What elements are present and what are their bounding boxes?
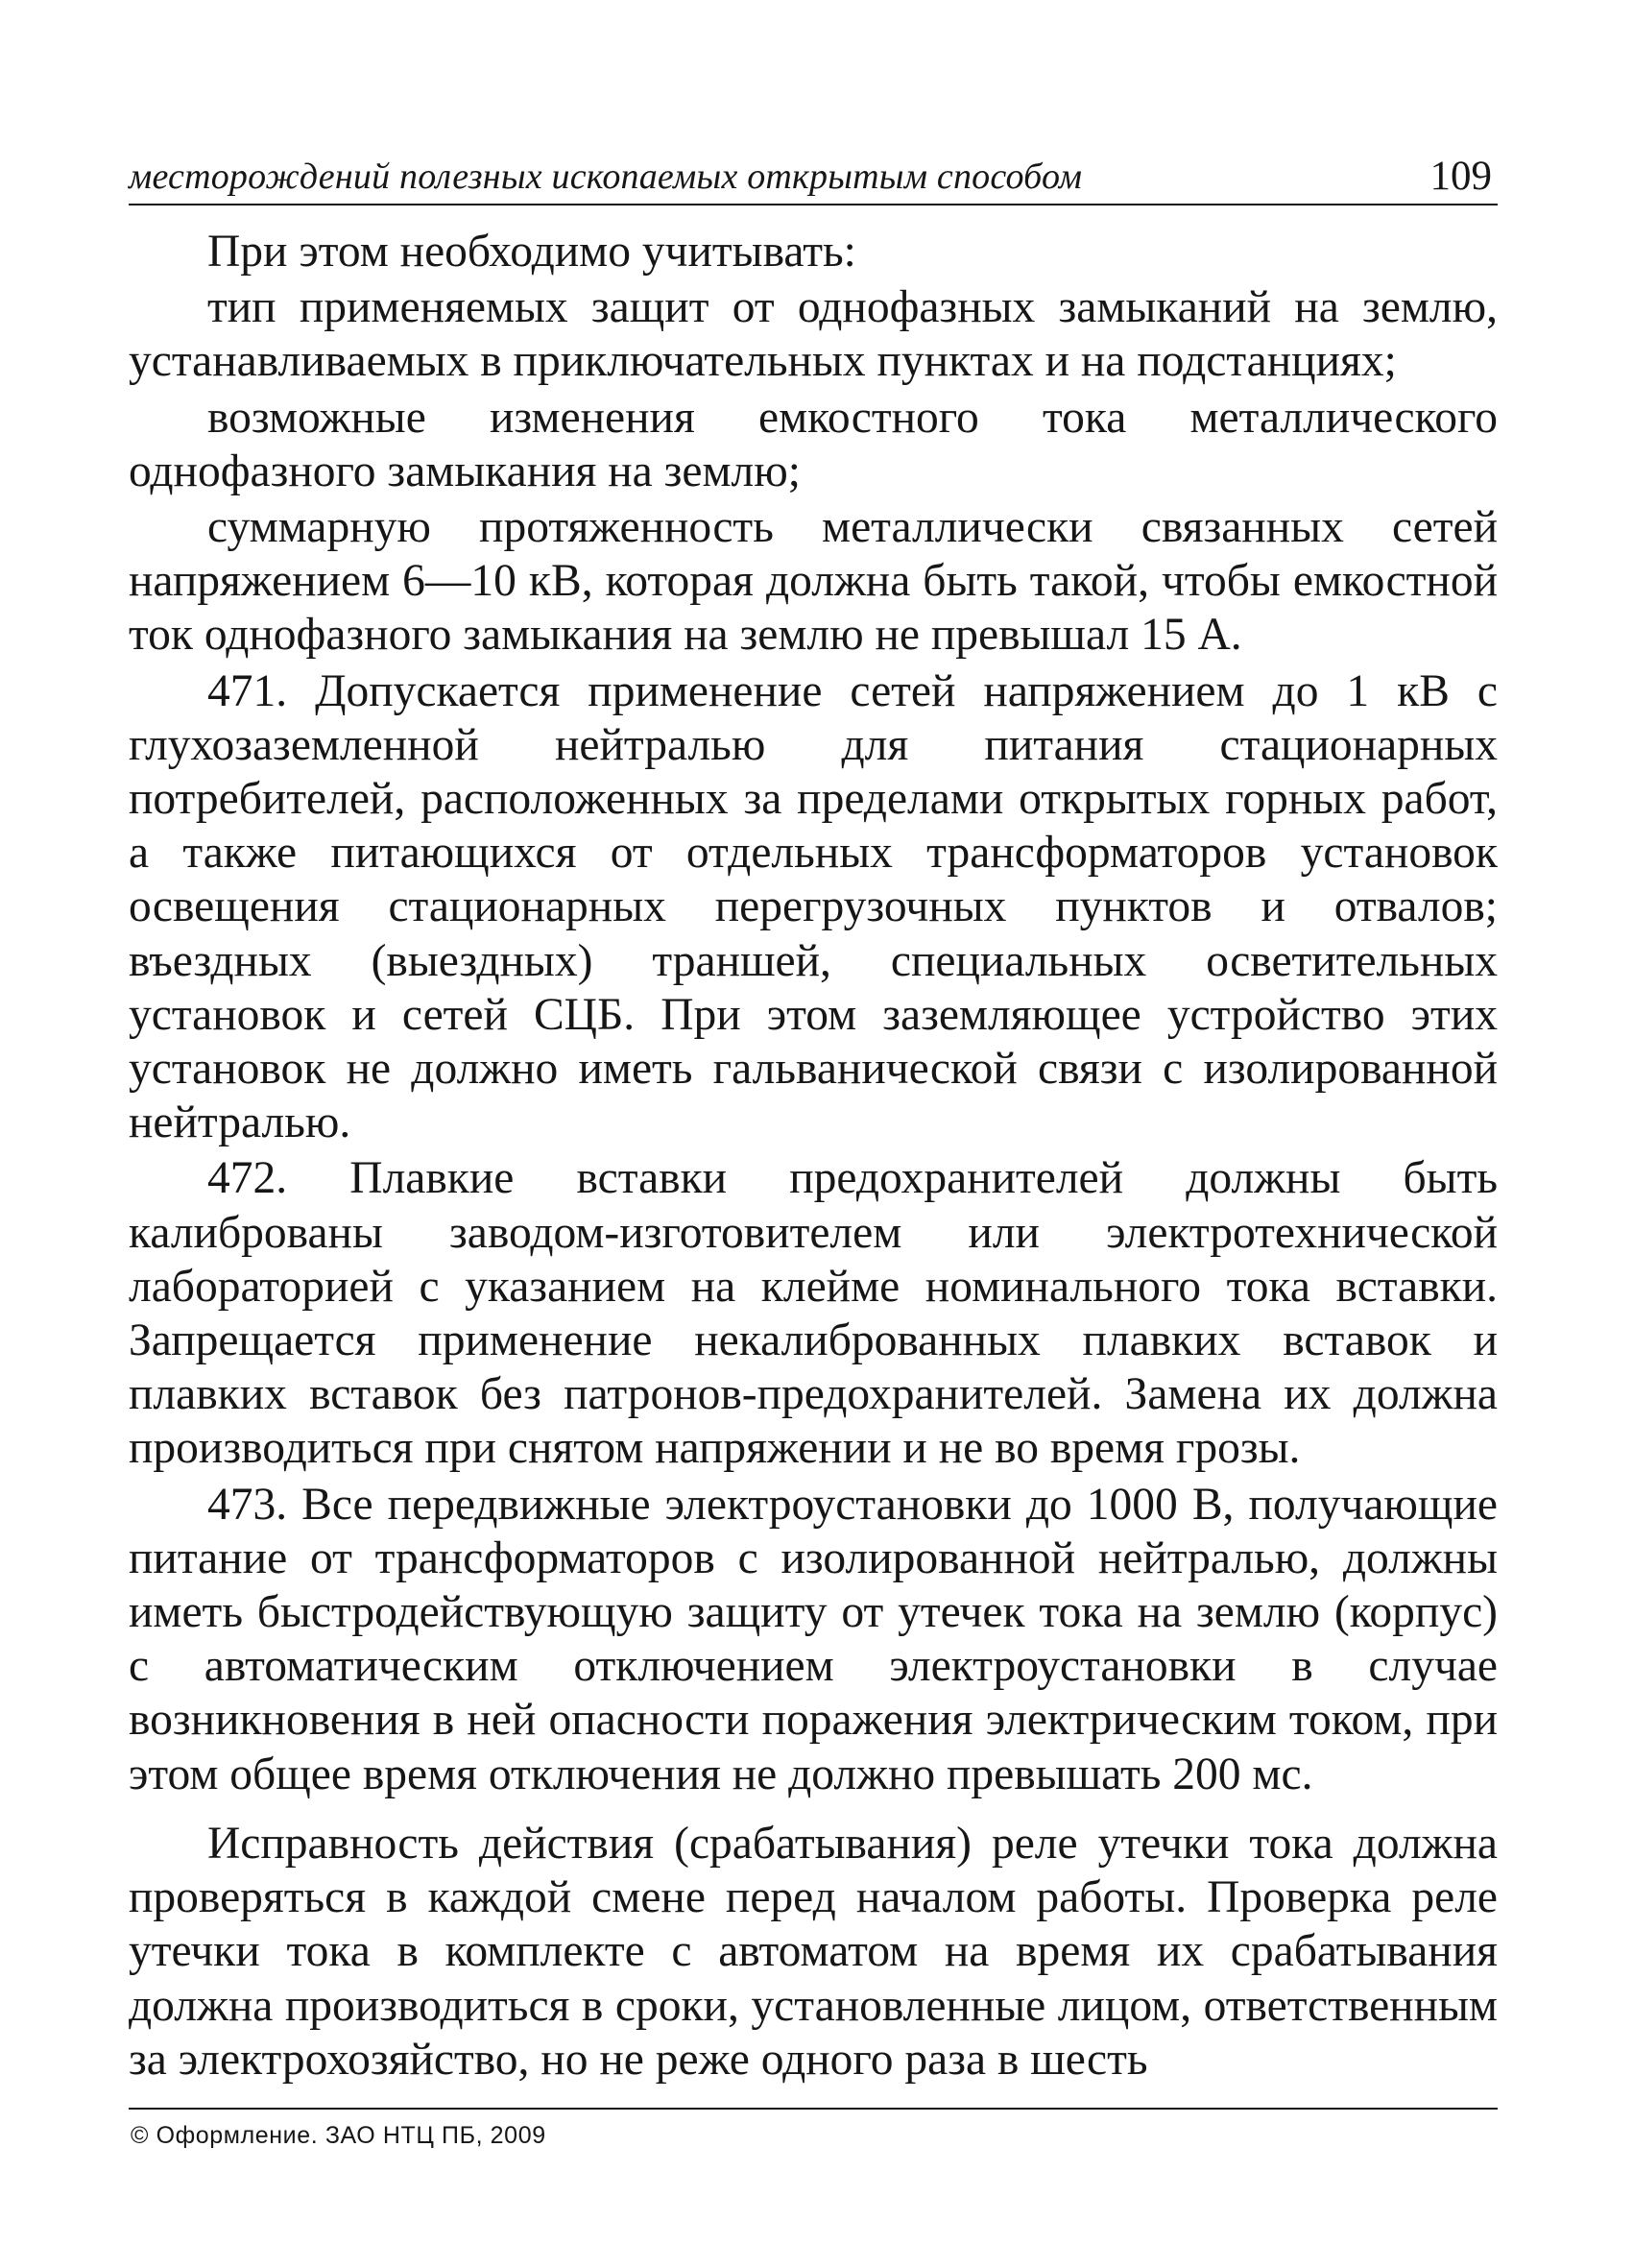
paragraph-intro: При этом необходимо учитывать: — [207, 227, 856, 277]
paragraph-capacitive-current: возможные изменения емкостного тока металлического однофазного замыкания на землю; — [129, 392, 1498, 496]
paragraph-relay-check: Исправность действия (срабатывания) реле утечки тока должна проверяться в каждой смене перед началом работы. Проверка реле утечки тока в комплекте с автоматом на время их срабатывания должна производиться в сроки, установленные лицом, ответственным за электрохозяйство, но не реже одного раза в шесть — [129, 1818, 1498, 2085]
footer-copyright: © Оформление. ЗАО НТЦ ПБ, 2009 — [131, 2122, 546, 2149]
footer-rule — [129, 2108, 1498, 2110]
paragraph-471: 471. Допускается применение сетей напряжением до 1 кВ с глухозаземленной нейтралью для питания стационарных потребителей, расположенных за пределами открытых горных работ, а также питающихся от отдельных трансформаторов установок освещения стационарных перегрузочных пунктов и отвалов; въездных (выездных) траншей, специальных осветительных установок и сетей СЦБ. При этом заземляющее устройство этих установок не должно иметь гальванической связи с изолированной нейтралью. — [129, 665, 1498, 1148]
running-header — [129, 152, 1498, 205]
running-title: месторождений полезных ископаемых открытым способом — [129, 157, 1083, 197]
body-text — [129, 225, 1498, 2088]
paragraph-472: 472. Плавкие вставки предохранителей должны быть калиброваны заводом-изготовителем или электротехнической лабораторией с указанием на клейме номинального тока вставки. Запрещается применение некалиброванных плавких вставок и плавких вставок без патронов-предохранителей. Замена их должна производиться при снятом напряжении и не во время грозы. — [129, 1153, 1498, 1474]
paragraph-protection-types: тип применяемых защит от однофазных замыканий на землю, устанавливаемых в приключательных пунктах и на подстанциях; — [129, 282, 1498, 387]
paragraph-total-length: суммарную протяженность металлически связанных сетей напряжением 6—10 кВ, которая должна быть такой, чтобы емкостной ток однофазного замыкания на землю не превышал 15 А. — [129, 502, 1498, 661]
paragraph-473: 473. Все передвижные электроустановки до 1000 В, получающие питание от трансформаторов с изолированной нейтралью, должны иметь быстродействующую защиту от утечек тока на землю (корпус) с автоматическим отключением электроустановки в случае возникновения в ней опасности поражения электрическим током, при этом общее время отключения не должно превышать 200 мс. — [129, 1479, 1498, 1799]
header-rule — [129, 204, 1498, 205]
page-number: 109 — [1429, 154, 1492, 199]
